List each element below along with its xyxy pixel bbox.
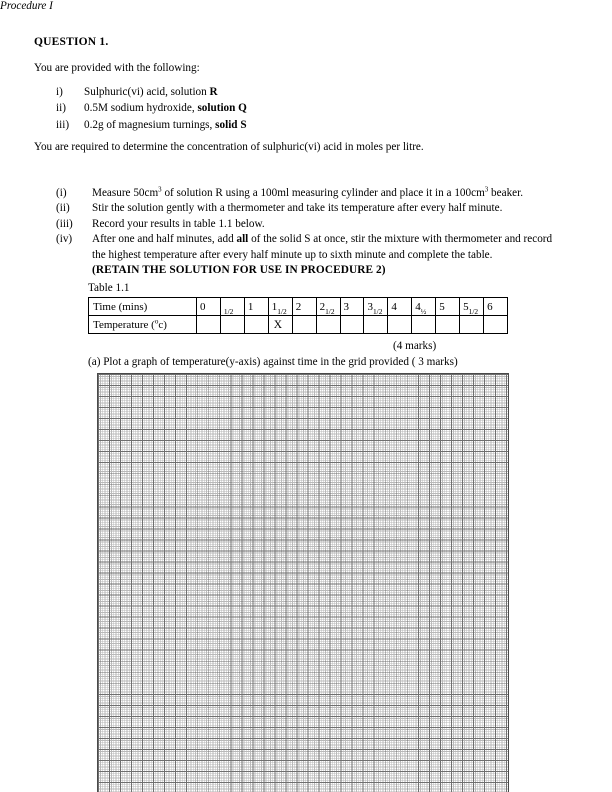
provided-items-list bbox=[34, 84, 554, 133]
requirement-text: You are required to determine the concentration of sulphuric(vi) acid in moles per litre. bbox=[34, 141, 424, 153]
time-whole: 4 bbox=[391, 300, 397, 313]
procedure-step bbox=[34, 186, 564, 201]
temperature-label-text: Temperature ( bbox=[93, 318, 155, 331]
provided-item-text: 0.5M sodium hydroxide, solution Q bbox=[84, 102, 247, 115]
temperature-entry-cell[interactable] bbox=[220, 316, 244, 334]
marks-note: (4 marks) bbox=[393, 340, 437, 352]
time-header-cell bbox=[388, 298, 412, 316]
procedure-step bbox=[34, 201, 564, 216]
provided-item bbox=[34, 117, 554, 133]
provided-item bbox=[34, 100, 554, 116]
time-header-cell bbox=[340, 298, 364, 316]
procedure-step bbox=[34, 217, 564, 232]
time-header-cell bbox=[364, 298, 388, 316]
temperature-cell-value: X bbox=[273, 318, 283, 331]
time-whole: 3 bbox=[367, 300, 373, 313]
procedure-step-text: After one and half minutes, add all of the solid S at once, stir the mixture with thermometer and record the highest temperature after every half minute up to sixth minute and complete the table. (RETAIN THE SOLUTION FOR USE IN PROCEDURE 2) bbox=[92, 232, 564, 278]
time-header-cell bbox=[412, 298, 436, 316]
time-fraction: 1/2 bbox=[325, 307, 335, 316]
time-whole: 1 bbox=[271, 300, 278, 313]
provided-item-marker: i) bbox=[56, 86, 63, 98]
time-header-cell bbox=[484, 298, 508, 316]
time-fraction: 1/2 bbox=[372, 307, 383, 316]
procedure-step-emphasis: all bbox=[236, 233, 249, 246]
temperature-entry-cell[interactable] bbox=[244, 316, 268, 334]
provided-item-text: Sulphuric(vi) acid, solution R bbox=[84, 86, 218, 98]
time-header-cell bbox=[316, 298, 340, 316]
procedure-step bbox=[34, 232, 564, 278]
time-whole: 2 bbox=[319, 300, 326, 313]
temperature-entry-cell[interactable] bbox=[197, 316, 221, 334]
table-caption: Table 1.1 bbox=[88, 282, 130, 294]
time-whole: 4 bbox=[415, 300, 421, 313]
time-header-cell bbox=[268, 298, 292, 316]
procedure-step-marker: (ii) bbox=[56, 202, 70, 215]
procedure-step-text: Measure $50cm^3$ of solution R using a 100ml measuring cylinder and place it in a $100cm^3$ beaker. bbox=[92, 185, 524, 199]
procedure-step-marker: (iv) bbox=[56, 233, 73, 246]
provided-item-emphasis: solution Q bbox=[197, 102, 247, 115]
row-label-time: Time (mins) bbox=[89, 298, 197, 316]
time-whole: 2 bbox=[295, 300, 302, 313]
temperature-entry-cell[interactable] bbox=[316, 316, 340, 334]
provided-item-marker: ii) bbox=[56, 102, 66, 115]
temperature-entry-cell[interactable] bbox=[340, 316, 364, 334]
page-title: QUESTION 1. bbox=[34, 36, 109, 48]
table-row-time bbox=[89, 298, 508, 316]
time-header-cell bbox=[292, 298, 316, 316]
degree-icon: o bbox=[154, 316, 159, 325]
provided-item-text: 0.2g of magnesium turnings, solid S bbox=[84, 118, 247, 131]
procedure-step-marker: (iii) bbox=[56, 217, 73, 230]
procedure-title: Procedure I bbox=[0, 0, 53, 12]
provided-item-marker: iii) bbox=[56, 118, 70, 131]
table-row-temperature bbox=[89, 316, 508, 334]
time-header-cell bbox=[436, 298, 460, 316]
graph-paper-grid[interactable] bbox=[97, 373, 509, 792]
temperature-entry-cell[interactable] bbox=[388, 316, 412, 334]
time-whole: 6 bbox=[487, 300, 493, 313]
row-label-temperature bbox=[89, 316, 197, 334]
time-header-cell bbox=[460, 298, 484, 316]
provided-item-emphasis: solid S bbox=[215, 118, 247, 131]
results-table bbox=[88, 297, 508, 334]
time-header-cell bbox=[244, 298, 268, 316]
intro-text: You are provided with the following: bbox=[34, 62, 200, 74]
time-header-cell bbox=[220, 298, 244, 316]
temperature-label-suffix: c) bbox=[158, 318, 167, 331]
procedure-step-text: Record your results in table 1.1 below. bbox=[92, 217, 265, 230]
procedure-step-marker: (i) bbox=[56, 187, 67, 199]
temperature-entry-cell[interactable] bbox=[460, 316, 484, 334]
temperature-entry-cell[interactable] bbox=[412, 316, 436, 334]
time-fraction: ½ bbox=[420, 307, 427, 316]
procedure-step-text: Stir the solution gently with a thermometer and take its temperature after every half minute. bbox=[92, 202, 503, 215]
time-whole: 3 bbox=[343, 300, 350, 313]
time-fraction: 1/2 bbox=[468, 307, 479, 316]
superscript: 3 bbox=[484, 185, 489, 194]
superscript: 3 bbox=[158, 185, 162, 194]
time-whole: 5 bbox=[463, 300, 469, 313]
provided-item-emphasis: R bbox=[209, 86, 218, 98]
temperature-entry-cell[interactable] bbox=[292, 316, 316, 334]
time-whole: 5 bbox=[439, 300, 445, 313]
time-fraction: 1/2 bbox=[277, 307, 287, 316]
results-table-body bbox=[89, 298, 508, 334]
time-whole: 0 bbox=[200, 300, 206, 313]
time-whole: 1 bbox=[247, 300, 254, 313]
part-a-instruction: (a) Plot a graph of temperature(y-axis) against time in the grid provided ( 3 marks) bbox=[88, 356, 458, 368]
temperature-entry-cell[interactable] bbox=[268, 316, 292, 334]
provided-item bbox=[34, 84, 554, 100]
temperature-entry-cell[interactable] bbox=[364, 316, 388, 334]
procedure-steps-list bbox=[34, 186, 564, 278]
time-fraction: 1/2 bbox=[223, 307, 234, 316]
time-header-cell bbox=[197, 298, 221, 316]
temperature-entry-cell[interactable] bbox=[436, 316, 460, 334]
retain-solution-notice: (RETAIN THE SOLUTION FOR USE IN PROCEDURE 2) bbox=[92, 264, 386, 277]
temperature-entry-cell[interactable] bbox=[484, 316, 508, 334]
